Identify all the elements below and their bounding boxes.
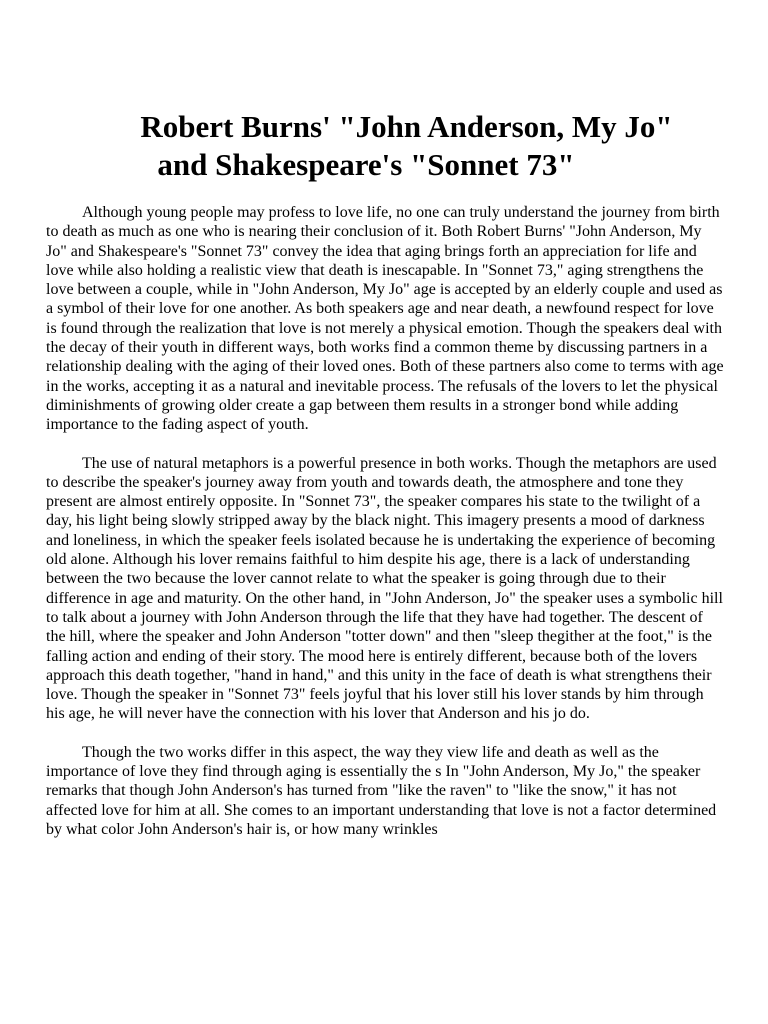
title-line-2: and Shakespeare's "Sonnet 73" (157, 147, 575, 182)
title-line-1: Robert Burns' "John Anderson, My Jo" (140, 109, 673, 144)
essay-body (46, 203, 726, 858)
paragraph-3: Though the two works differ in this aspect, the way they view life and death as well as the importance of love they find through aging is essentially the s In "John Anderson, My Jo," the speaker remarks that though John Anderson's has turned from "like the raven" to "like the snow," it has not affected love for him at all. She comes to an important understanding that love is not a factor determined by what color John Anderson's hair is, or how many wrinkles (46, 743, 717, 838)
page-title (0, 108, 768, 184)
paragraph-1: Although young people may profess to love life, no one can truly understand the journey from birth to death as much as one who is nearing their conclusion of it. Both Robert Burns' "John Anderson, My Jo" and Shakespeare's "Sonnet 73" convey the idea that aging brings forth an appreciation for life and love while also holding a realistic view that death is inescapable. In "Sonnet 73," aging strengthens the love between a couple, while in "John Anderson, My Jo" age is accepted by an elderly couple and used as a symbol of their love for one another. As both speakers age and near death, a newfound respect for love is found through the realization that love is not merely a physical emotion. Though the speakers deal with the decay of their youth in different ways, both works find a common theme by discussing partners in a relationship dealing with the aging of their loved ones. Both of these partners also come to terms with age in the works, accepting it as a natural and inevitable process. The refusals of the lovers to let the physical diminishments of growing older create a gap between them results in a stronger bond while adding importance to the fading aspect of youth. (46, 204, 724, 434)
paragraph-2: The use of natural metaphors is a powerful presence in both works. Though the metaphors are used to describe the speaker's journey away from youth and towards death, the atmosphere and tone they present are almost entirely opposite. In "Sonnet 73", the speaker compares his state to the twilight of a day, his light being slowly stripped away by the black night. This imagery presents a mood of darkness and loneliness, in which the speaker feels isolated because he is undertaking the experience of becoming old alone. Although his lover remains faithful to him despite his age, there is a lack of understanding between the two because the lover cannot relate to what the speaker is going through due to their difference in age and maturity. On the other hand, in "John Anderson, Jo" the speaker uses a symbolic hill to talk about a journey with John Anderson through the life that they have had together. The descent of the hill, where the speaker and John Anderson "totter down" and then "sleep thegither at the foot," is the falling action and ending of their story. The mood here is entirely different, because both of the lovers approach this death together, "hand in hand," and this unity in the face of death is what strengthens their love. Though the speaker in "Sonnet 73" feels joyful that his lover still his lover stands by him through his age, he will never have the connection with his lover that Anderson and his jo do. (46, 454, 723, 723)
